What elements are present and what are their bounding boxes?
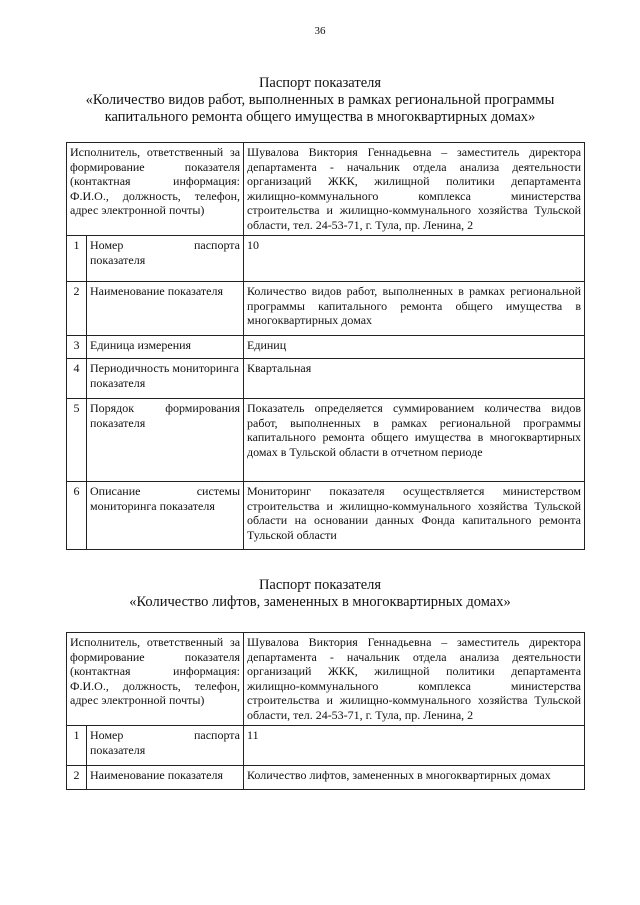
contact-label: Исполнитель, ответственный за формирование показателя (контактная информация: Ф.И.О., должность, телефон, адрес электронной почты) — [67, 143, 244, 236]
row-label-part: Описание — [90, 484, 141, 498]
table-row — [67, 399, 585, 482]
row-value: 10 — [244, 236, 585, 282]
heading-line: «Количество лифтов, замененных в многоквартирных домах» — [129, 594, 511, 610]
row-label-part: Порядок — [90, 401, 135, 415]
passport-table — [66, 142, 585, 550]
row-number: 2 — [67, 766, 87, 790]
table-row — [67, 282, 585, 336]
row-label-part: показателя — [90, 415, 146, 430]
row-value: Мониторинг показателя осуществляется министерством строительства и жилищно-коммунального хозяйства Тульской области на основании данных Фонда капитального ремонта Тульской области — [244, 482, 585, 550]
table-row — [67, 726, 585, 766]
table-row — [67, 236, 585, 282]
row-number: 1 — [67, 236, 87, 282]
table-row — [67, 633, 585, 726]
row-label: Единица измерения — [87, 336, 244, 359]
row-label — [87, 236, 244, 282]
row-value: 11 — [244, 726, 585, 766]
row-number: 1 — [67, 726, 87, 766]
passport-table — [66, 632, 585, 790]
row-label-part: паспорта — [193, 238, 241, 252]
table-row — [67, 143, 585, 236]
row-value: Единиц — [244, 336, 585, 359]
row-number: 2 — [67, 282, 87, 336]
contact-label: Исполнитель, ответственный за формирование показателя (контактная информация: Ф.И.О., должность, телефон, адрес электронной почты) — [67, 633, 244, 726]
row-label — [87, 482, 244, 550]
passport-heading — [0, 577, 640, 611]
row-value: Количество видов работ, выполненных в рамках региональной программы капитального ремонта общего имущества в многоквартирных домах — [244, 282, 585, 336]
row-label-part: формирования — [165, 401, 241, 415]
row-label-part: Номер — [90, 238, 124, 252]
table-row — [67, 482, 585, 550]
table-row — [67, 359, 585, 399]
row-label-part: паспорта — [193, 728, 241, 742]
row-value: Количество лифтов, замененных в многоквартирных домах — [244, 766, 585, 790]
row-value: Показатель определяется суммированием количества видов работ, выполненных в рамках региональной программы капитального ремонта общего имущества в многоквартирных домах в Тульской области в отчетном периоде — [244, 399, 585, 482]
row-label — [87, 726, 244, 766]
passport-heading — [0, 75, 640, 126]
row-number: 6 — [67, 482, 87, 550]
heading-line: Паспорт показателя — [258, 75, 382, 91]
heading-line: капитального ремонта общего имущества в многоквартирных домах» — [104, 109, 536, 125]
row-label: Периодичность мониторинга показателя — [87, 359, 244, 399]
row-label-part: мониторинга показателя — [90, 498, 215, 513]
page-number: 36 — [314, 25, 326, 37]
table-row — [67, 766, 585, 790]
row-label-part: показателя — [90, 742, 146, 757]
row-label-part: системы — [196, 484, 241, 498]
row-label: Наименование показателя — [87, 282, 244, 336]
row-number: 5 — [67, 399, 87, 482]
row-label-part: показателя — [90, 252, 146, 267]
row-label-part: Номер — [90, 728, 124, 742]
row-number: 3 — [67, 336, 87, 359]
row-number: 4 — [67, 359, 87, 399]
heading-line: Паспорт показателя — [258, 577, 382, 593]
contact-value: Шувалова Виктория Геннадьевна – заместитель директора департамента - начальник отдела анализа деятельности организаций ЖКК, жилищной политики департамента жилищно-коммунального комплекса министерства строительства и жилищно-коммунального хозяйства Тульской области, тел. 24-53-71, г. Тула, пр. Ленина, 2 — [244, 143, 585, 236]
heading-line: «Количество видов работ, выполненных в рамках региональной программы — [85, 92, 555, 108]
contact-value: Шувалова Виктория Геннадьевна – заместитель директора департамента - начальник отдела анализа деятельности организаций ЖКК, жилищной политики департамента жилищно-коммунального комплекса министерства строительства и жилищно-коммунального хозяйства Тульской области, тел. 24-53-71, г. Тула, пр. Ленина, 2 — [244, 633, 585, 726]
row-label: Наименование показателя — [87, 766, 244, 790]
table-row — [67, 336, 585, 359]
row-label — [87, 399, 244, 482]
row-value: Квартальная — [244, 359, 585, 399]
